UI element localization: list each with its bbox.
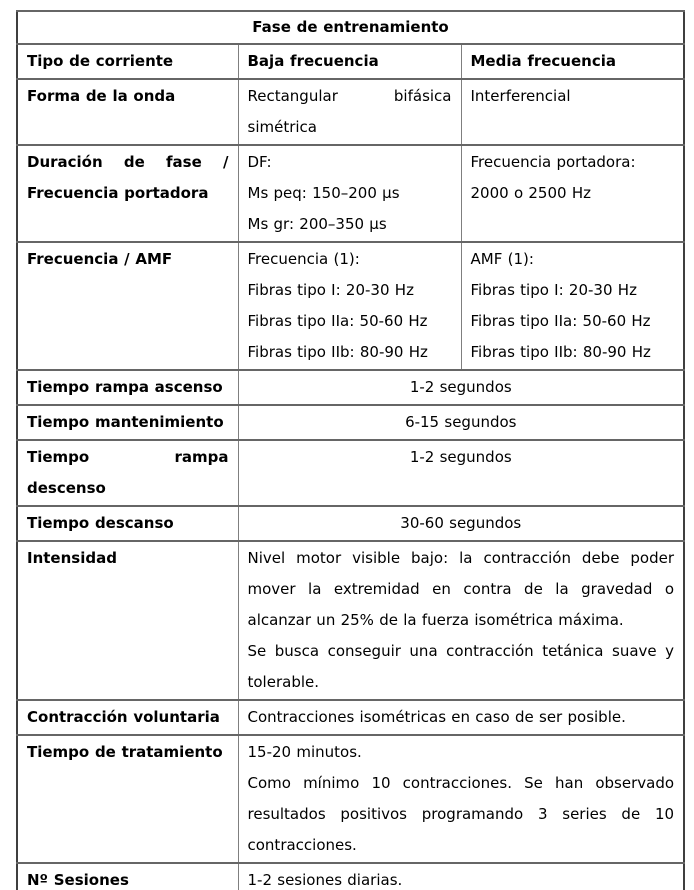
row-label-forma-onda: Forma de la onda xyxy=(17,79,238,145)
table-row xyxy=(17,79,684,145)
table-row xyxy=(17,735,684,863)
cell-duracion-baja: DF: Ms peq: 150–200 µs Ms gr: 200–350 µs xyxy=(238,145,461,242)
table-row xyxy=(17,11,684,44)
table-row xyxy=(17,440,684,506)
cell-mantenimiento-value: 6-15 segundos xyxy=(238,405,684,440)
table-row xyxy=(17,541,684,700)
row-label-frecuencia-amf: Frecuencia / AMF xyxy=(17,242,238,370)
table-row xyxy=(17,44,684,79)
row-label-contraccion-voluntaria: Contracción voluntaria xyxy=(17,700,238,735)
row-label-tiempo-descanso: Tiempo descanso xyxy=(17,506,238,541)
row-label-intensidad: Intensidad xyxy=(17,541,238,700)
table-row xyxy=(17,506,684,541)
col-header-tipo-de-corriente: Tipo de corriente xyxy=(17,44,238,79)
row-label-num-sesiones: Nº Sesiones xyxy=(17,863,238,890)
row-label-tiempo-tratamiento: Tiempo de tratamiento xyxy=(17,735,238,863)
cell-sesiones-value: 1-2 sesiones diarias. xyxy=(238,863,684,890)
cell-contraccion-voluntaria-value: Contracciones isométricas en caso de ser posible. xyxy=(238,700,684,735)
row-label-tiempo-mantenimiento: Tiempo mantenimiento xyxy=(17,405,238,440)
table-row xyxy=(17,145,684,242)
row-label-tiempo-rampa-ascenso: Tiempo rampa ascenso xyxy=(17,370,238,405)
cell-rampa-ascenso-value: 1-2 segundos xyxy=(238,370,684,405)
cell-forma-baja: Rectangular bifásica simétrica xyxy=(238,79,461,145)
cell-rampa-descenso-value: 1-2 segundos xyxy=(238,440,684,506)
table-title: Fase de entrenamiento xyxy=(17,11,684,44)
cell-frecuencia-media: AMF (1): Fibras tipo I: 20-30 Hz Fibras tipo IIa: 50-60 Hz Fibras tipo IIb: 80-90 Hz xyxy=(461,242,684,370)
cell-frecuencia-baja: Frecuencia (1): Fibras tipo I: 20-30 Hz Fibras tipo IIa: 50-60 Hz Fibras tipo IIb: 80-90 Hz xyxy=(238,242,461,370)
cell-duracion-media: Frecuencia portadora: 2000 o 2500 Hz xyxy=(461,145,684,242)
table-row xyxy=(17,242,684,370)
table-row xyxy=(17,405,684,440)
cell-intensidad-value: Nivel motor visible bajo: la contracción debe poder mover la extremidad en contra de la gravedad o alcanzar un 25% de la fuerza isométrica máxima. Se busca conseguir una contracción tetánica suave y tolerable. xyxy=(238,541,684,700)
table-row xyxy=(17,863,684,890)
cell-tratamiento-value: 15-20 minutos. Como mínimo 10 contracciones. Se han observado resultados positivos programando 3 series de 10 contracciones. xyxy=(238,735,684,863)
training-phase-table xyxy=(16,10,685,890)
table-row xyxy=(17,700,684,735)
table-row xyxy=(17,370,684,405)
col-header-media-frecuencia: Media frecuencia xyxy=(461,44,684,79)
row-label-duracion-fase: Duración de fase / Frecuencia portadora xyxy=(17,145,238,242)
cell-forma-media: Interferencial xyxy=(461,79,684,145)
col-header-baja-frecuencia: Baja frecuencia xyxy=(238,44,461,79)
row-label-tiempo-rampa-descenso: Tiempo rampa descenso xyxy=(17,440,238,506)
cell-descanso-value: 30-60 segundos xyxy=(238,506,684,541)
